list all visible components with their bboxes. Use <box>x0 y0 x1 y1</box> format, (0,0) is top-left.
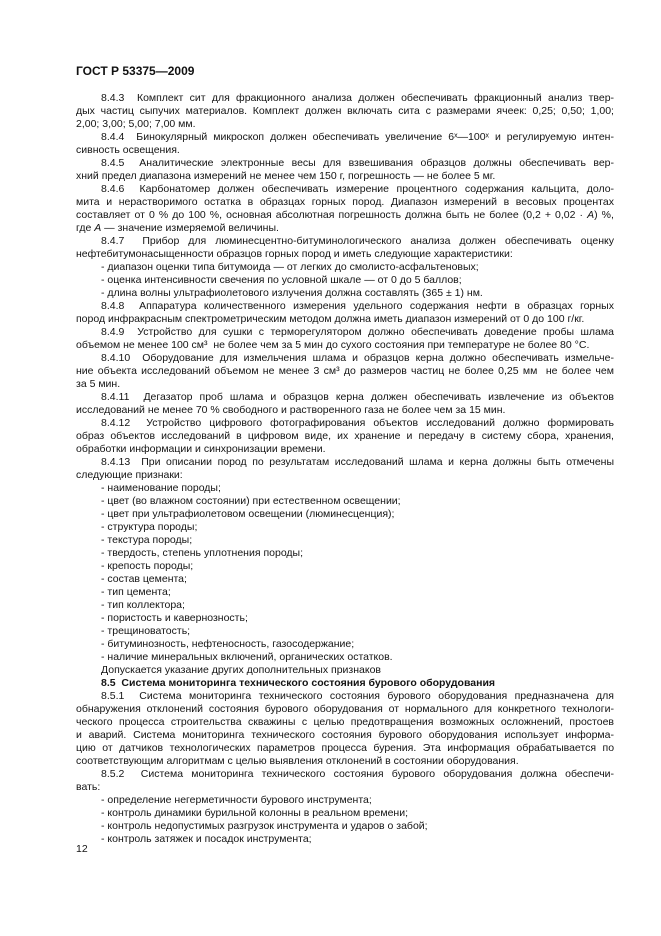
page-number: 12 <box>76 843 88 855</box>
paragraph-line: объемом не менее 100 см³ не более чем за 5 мин до сухого состояния при температуре не более 80 °С. <box>76 339 590 351</box>
paragraph-line: 8.4.13 При описании пород по результатам исследований шлама и керна должны быть отмечены <box>101 456 615 468</box>
list-item: - структура породы; <box>101 521 198 533</box>
paragraph-line: и аварий. Система мониторинга технического состояния бурового оборудования использует информа- <box>76 729 614 741</box>
paragraph-line: 8.4.6 Карбонатомер должен обеспечивать измерение процентного содержания кальцита, доло- <box>101 183 615 195</box>
paragraph-line: 8.5.2 Система мониторинга технического состояния бурового оборудования должна обеспечи- <box>101 768 615 780</box>
paragraph-line: обнаружения отклонений состояния бурового оборудования от нормального для конкретного технологи- <box>76 703 614 715</box>
list-item: - контроль динамики бурильной колонны в реальном времени; <box>101 807 409 819</box>
paragraph-line: ческого процесса строительства скважины с целью предотвращения возможных осложнений, простоев <box>76 716 614 728</box>
paragraph-line: где А — значение измеряемой величины. <box>76 222 279 234</box>
list-item: - текстура породы; <box>101 534 193 546</box>
paragraph-line: исследований не менее 70 % свободного и растворенного газа не более чем за 15 мин. <box>76 404 506 416</box>
document-header: ГОСТ Р 53375—2009 <box>76 64 195 78</box>
paragraph-line: пород инфракрасным спектрометрическим методом должна иметь диапазон измерений от 0 до 100 г/кг. <box>76 313 585 325</box>
paragraph-line: 8.4.10 Оборудование для измельчения шлама и образцов керна должно обеспечивать измельче- <box>101 352 614 364</box>
paragraph-line: 8.4.8 Аппаратура количественного измерения удельного содержания нефти в образцах горных <box>101 300 614 312</box>
paragraph-line: 2,00; 3,00; 5,00; 7,00 мм. <box>76 118 196 130</box>
list-item: - твердость, степень уплотнения породы; <box>101 547 304 559</box>
list-item: - наличие минеральных включений, органических остатков. <box>101 651 393 663</box>
list-item: - оценка интенсивности свечения по условной шкале — от 0 до 5 баллов; <box>101 274 462 286</box>
paragraph-line: 8.4.11 Дегазатор проб шлама и образцов керна должен обеспечивать извлечение из объектов <box>101 391 615 403</box>
paragraph-line: вать: <box>76 781 101 793</box>
list-item: - трещиноватость; <box>101 625 191 637</box>
paragraph-line: соответствующим алгоритмам с целью выявления отклонений в состоянии оборудования. <box>76 755 519 767</box>
paragraph-line: 8.4.7 Прибор для люминесцентно-битуминологического анализа должен обеспечивать оценку <box>101 235 614 247</box>
list-item: - тип цемента; <box>101 586 171 598</box>
list-item: - контроль затяжек и посадок инструмента; <box>101 833 312 845</box>
paragraph-line: составляет от 0 % до 100 %, основная абсолютная погрешность должна быть не более (0,2 + 0,02 · А) %, <box>76 209 614 221</box>
paragraph-line: обработки информации и синхронизации времени. <box>76 443 326 455</box>
list-item: - длина волны ультрафиолетового излучения должна составлять (365 ± 1) нм. <box>101 287 483 299</box>
paragraph-line: образ объектов исследований в цифровом виде, их хранение и передачу в систему сбора, хранения, <box>76 430 614 442</box>
paragraph-line: 8.4.4 Бинокулярный микроскоп должен обеспечивать увеличение 6ˣ—100ˣ и регулируемую интен- <box>101 131 614 143</box>
paragraph-line: дых частиц сыпучих материалов. Комплект должен включать сита с размерами ячеек: 0,25; 0,50; 1,00; <box>76 105 614 117</box>
paragraph-line: 8.4.5 Аналитические электронные весы для взвешивания образцов должны обеспечивать вер- <box>101 157 615 169</box>
document-body <box>76 92 614 846</box>
list-item: - диапазон оценки типа битумоида — от легких до смолисто-асфальтеновых; <box>101 261 479 273</box>
paragraph-line: ние объекта исследований объемом не менее 3 см³ до размеров частиц не более 0,25 мм не более чем <box>76 365 614 377</box>
paragraph-line: сивность освещения. <box>76 144 180 156</box>
list-item: - цвет при ультрафиолетовом освещении (люминесценция); <box>101 508 395 520</box>
paragraph-line: за 5 мин. <box>76 378 121 390</box>
paragraph-line: хний предел диапазона измерений не менее чем 150 г, погрешность — не более 5 мг. <box>76 170 496 182</box>
paragraph-line: 8.4.12 Устройство цифрового фотографирования объектов исследований должно формировать <box>101 417 614 429</box>
paragraph-line: 8.4.9 Устройство для сушки с терморегулятором должно обеспечивать доведение пробы шлама <box>101 326 614 338</box>
paragraph-line: следующие признаки: <box>76 469 183 481</box>
list-item: - пористость и кавернозность; <box>101 612 248 624</box>
list-item: - определение негерметичности бурового инструмента; <box>101 794 372 806</box>
list-item: - цвет (во влажном состоянии) при естественном освещении; <box>101 495 401 507</box>
paragraph-line: 8.5.1 Система мониторинга технического состояния бурового оборудования предназначена для <box>101 690 614 702</box>
list-item: - состав цемента; <box>101 573 187 585</box>
paragraph-line: цию от датчиков технологических параметров процесса бурения. Эта информация обрабатывается по <box>76 742 615 754</box>
list-item: - битуминозность, нефтеносность, газосодержание; <box>101 638 355 650</box>
section-heading: 8.5 Система мониторинга технического состояния бурового оборудования <box>101 677 496 689</box>
paragraph-line: 8.4.3 Комплект сит для фракционного анализа должен обеспечивать фракционный анализ твер- <box>101 92 615 104</box>
paragraph-line: нефтебитумонасыщенности образцов горных пород и иметь следующие характеристики: <box>76 248 513 260</box>
list-item: - наименование породы; <box>101 482 221 494</box>
list-item: - крепость породы; <box>101 560 194 572</box>
paragraph-line: мита и нерастворимого остатка в образцах горных пород. Диапазон измерений в весовых процентах <box>76 196 614 208</box>
paragraph-line: Допускается указание других дополнительных признаков <box>101 664 381 676</box>
list-item: - контроль недопустимых разгрузок инструмента и ударов о забой; <box>101 820 428 832</box>
list-item: - тип коллектора; <box>101 599 185 611</box>
